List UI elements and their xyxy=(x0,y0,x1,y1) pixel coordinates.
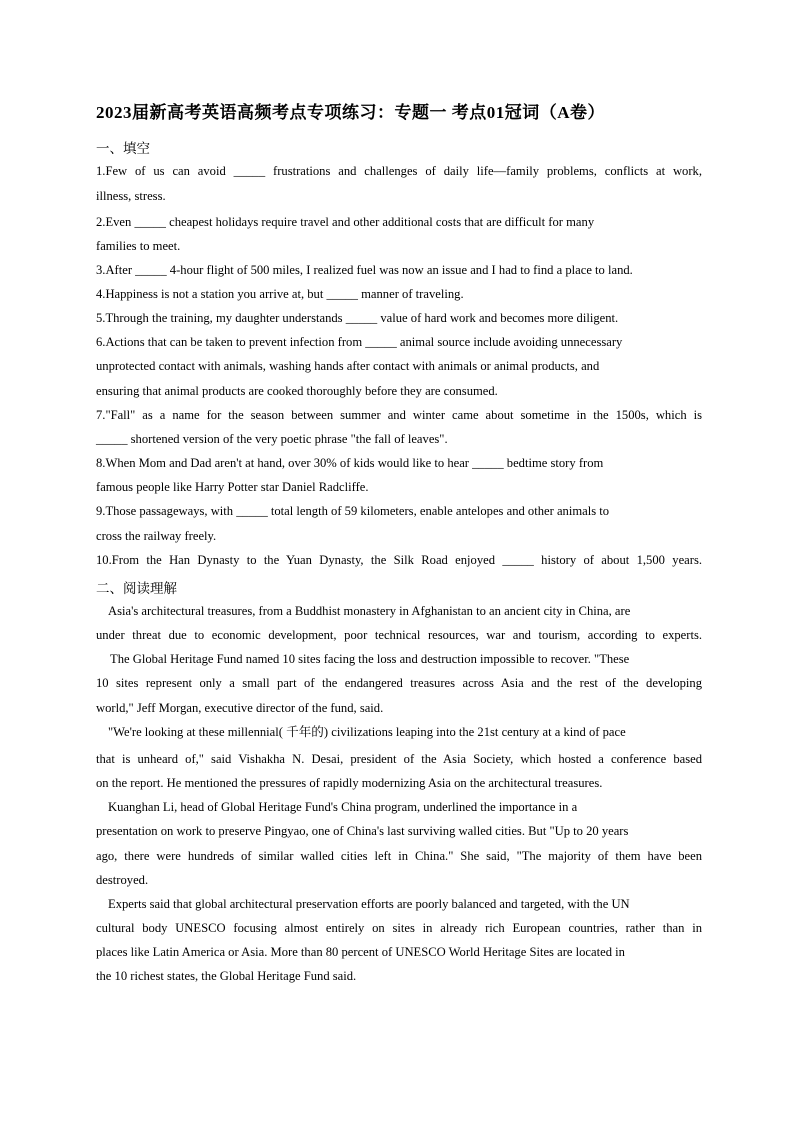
passage-p5-line-2: cultural body UNESCO focusing almost entirely on sites in already rich European countries, rather than in xyxy=(96,921,702,935)
question-6-line-1: 6.Actions that can be taken to prevent infection from _____ animal source include avoiding unnecessary xyxy=(96,335,623,349)
passage-p1-line-2: under threat due to economic development, poor technical resources, war and tourism, according to experts. xyxy=(96,628,702,642)
page-title: 2023届新高考英语高频考点专项练习：专题一 考点01冠词（A卷） xyxy=(96,103,606,122)
passage-p4-line-1: Kuanghan Li, head of Global Heritage Fund's China program, underlined the importance in a xyxy=(108,800,578,814)
question-4: 4.Happiness is not a station you arrive at, but _____ manner of traveling. xyxy=(96,287,464,301)
passage-p5-line-4: the 10 richest states, the Global Heritage Fund said. xyxy=(96,969,357,983)
passage-p2-line-1: The Global Heritage Fund named 10 sites facing the loss and destruction impossible to recover. "These xyxy=(110,652,630,666)
passage-p3-line-3: on the report. He mentioned the pressures of rapidly modernizing Asia on the architectural treasures. xyxy=(96,776,603,790)
question-6-line-3: ensuring that animal products are cooked thoroughly before they are consumed. xyxy=(96,384,498,398)
passage-p2-line-2: 10 sites represent only a small part of the endangered treasures across Asia and the rest of the developing xyxy=(96,676,702,690)
question-2-line-1: 2.Even _____ cheapest holidays require travel and other additional costs that are difficult for many xyxy=(96,215,595,229)
question-8-line-2: famous people like Harry Potter star Daniel Radcliffe. xyxy=(96,480,369,494)
passage-p5-line-3: places like Latin America or Asia. More than 80 percent of UNESCO World Heritage Sites are located in xyxy=(96,945,625,959)
section-heading-fill-blank: 一、填空 xyxy=(96,141,150,156)
question-9-line-1: 9.Those passageways, with _____ total length of 59 kilometers, enable antelopes and other animals to xyxy=(96,504,610,518)
question-6-line-2: unprotected contact with animals, washing hands after contact with animals or animal products, and xyxy=(96,359,600,373)
passage-p3-line-2: that is unheard of," said Vishakha N. Desai, president of the Asia Society, which hosted a conference based xyxy=(96,752,702,766)
question-3: 3.After _____ 4-hour flight of 500 miles, I realized fuel was now an issue and I had to find a place to land. xyxy=(96,263,633,277)
question-8-line-1: 8.When Mom and Dad aren't at hand, over 30% of kids would like to hear _____ bedtime story from xyxy=(96,456,604,470)
passage-p4-line-2: presentation on work to preserve Pingyao, one of China's last surviving walled cities. But "Up to 20 years xyxy=(96,824,629,838)
passage-p3-line-1: "We're looking at these millennial( 千年的) civilizations leaping into the 21st century at a kind of pace xyxy=(108,725,626,739)
question-10: 10.From the Han Dynasty to the Yuan Dynasty, the Silk Road enjoyed _____ history of about 1,500 years. xyxy=(96,553,702,567)
question-9-line-2: cross the railway freely. xyxy=(96,529,217,543)
passage-p1-line-1: Asia's architectural treasures, from a Buddhist monastery in Afghanistan to an ancient city in China, are xyxy=(108,604,631,618)
question-5: 5.Through the training, my daughter understands _____ value of hard work and becomes more diligent. xyxy=(96,311,619,325)
question-1-line-2: illness, stress. xyxy=(96,189,166,203)
passage-p2-line-3: world," Jeff Morgan, executive director of the fund, said. xyxy=(96,701,384,715)
passage-p5-line-1: Experts said that global architectural preservation efforts are poorly balanced and targeted, with the UN xyxy=(108,897,630,911)
question-2-line-2: families to meet. xyxy=(96,239,181,253)
passage-p4-line-3: ago, there were hundreds of similar walled cities left in China." She said, "The majority of them have been xyxy=(96,849,702,863)
passage-p4-line-4: destroyed. xyxy=(96,873,149,887)
question-7-line-2: _____ shortened version of the very poetic phrase "the fall of leaves". xyxy=(96,432,448,446)
section-heading-reading: 二、阅读理解 xyxy=(96,581,177,596)
question-1-line-1: 1.Few of us can avoid _____ frustrations and challenges of daily life—family problems, conflicts at work, xyxy=(96,164,702,178)
question-7-line-1: 7."Fall" as a name for the season between summer and winter came about sometime in the 1500s, which is xyxy=(96,408,702,422)
